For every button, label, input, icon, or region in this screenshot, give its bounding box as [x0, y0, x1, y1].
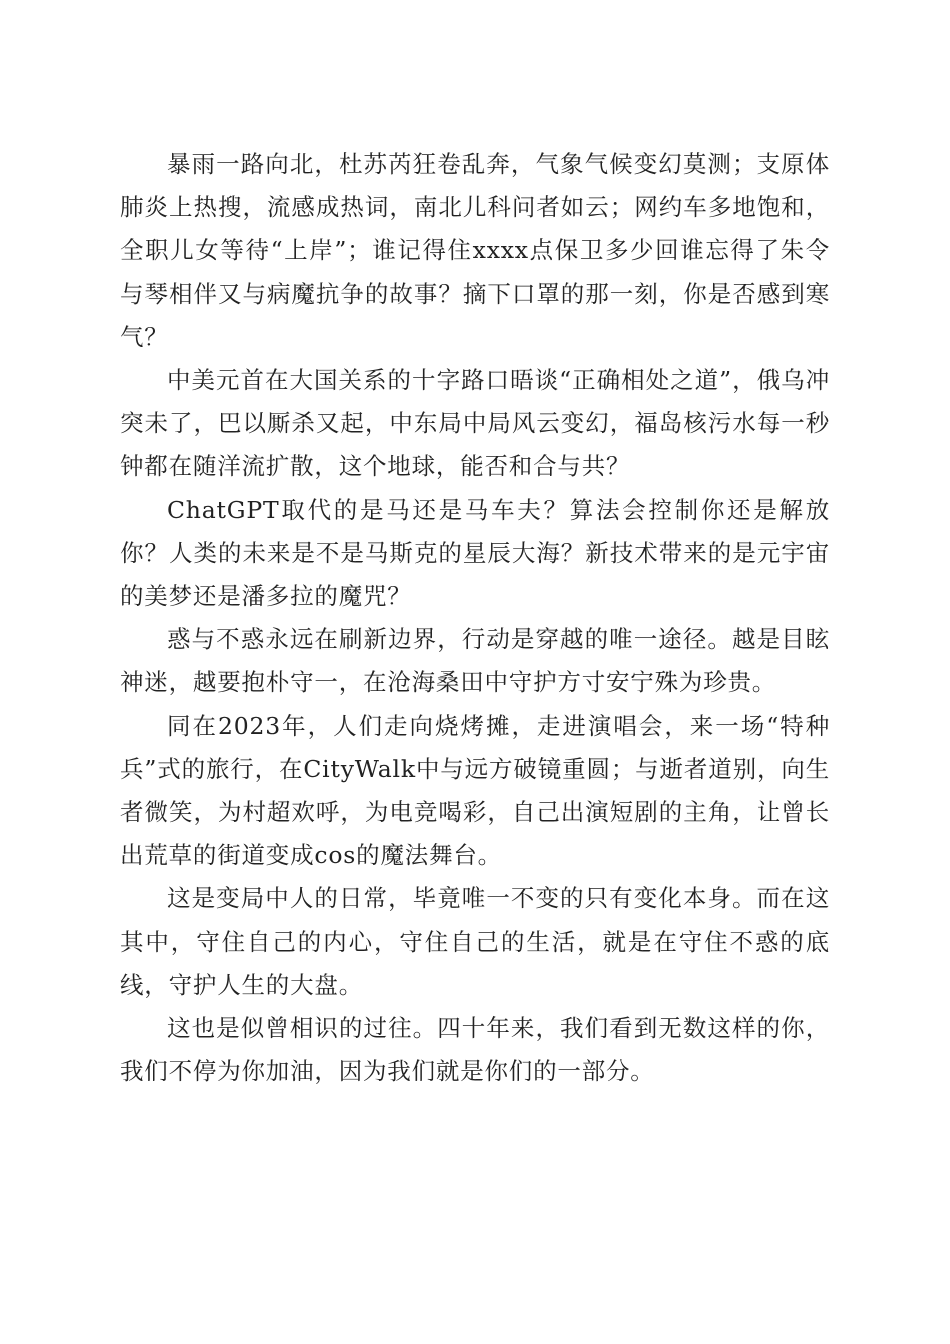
paragraph-everyday-change: 这是变局中人的日常，毕竟唯一不变的只有变化本身。而在这其中，守住自己的内心，守住自己的生活，就是在守住不惑的底线，守护人生的大盘。 [120, 884, 830, 999]
paragraph-technology: ChatGPT取代的是马还是马车夫？算法会控制你还是解放你？人类的未来是不是马斯克的星辰大海？新技术带来的是元宇宙的美梦还是潘多拉的魔咒？ [120, 495, 830, 611]
paragraph-daily-life-2023: 同在2023年，人们走向烧烤摊，走进演唱会，来一场“特种兵”式的旅行，在CityWalk中与远方破镜重圆；与逝者道别，向生者微笑，为村超欢呼，为电竞喝彩，自己出演短剧的主角，让曾长出荒草的街道变成cos的魔法舞台。 [120, 711, 830, 870]
paragraph-confusion: 惑与不惑永远在刷新边界，行动是穿越的唯一途径。越是目眩神迷，越要抱朴守一，在沧海桑田中守护方寸安宁殊为珍贵。 [120, 625, 830, 697]
paragraph-world-affairs: 中美元首在大国关系的十字路口晤谈“正确相处之道”，俄乌冲突未了，巴以厮杀又起，中东局中局风云变幻，福岛核污水每一秒钟都在随洋流扩散，这个地球，能否和合与共？ [120, 366, 830, 481]
paragraph-weather-health: 暴雨一路向北，杜苏芮狂卷乱奔，气象气候变幻莫测；支原体肺炎上热搜，流感成热词，南北儿科问者如云；网约车多地饱和，全职儿女等待“上岸”；谁记得住xxxx点保卫多少回谁忘得了朱令与琴相伴又与病魔抗争的故事？摘下口罩的那一刻，你是否感到寒气？ [120, 150, 830, 351]
document-body [120, 143, 830, 1093]
paragraph-forty-years: 这也是似曾相识的过往。四十年来，我们看到无数这样的你，我们不停为你加油，因为我们就是你们的一部分。 [120, 1014, 830, 1086]
